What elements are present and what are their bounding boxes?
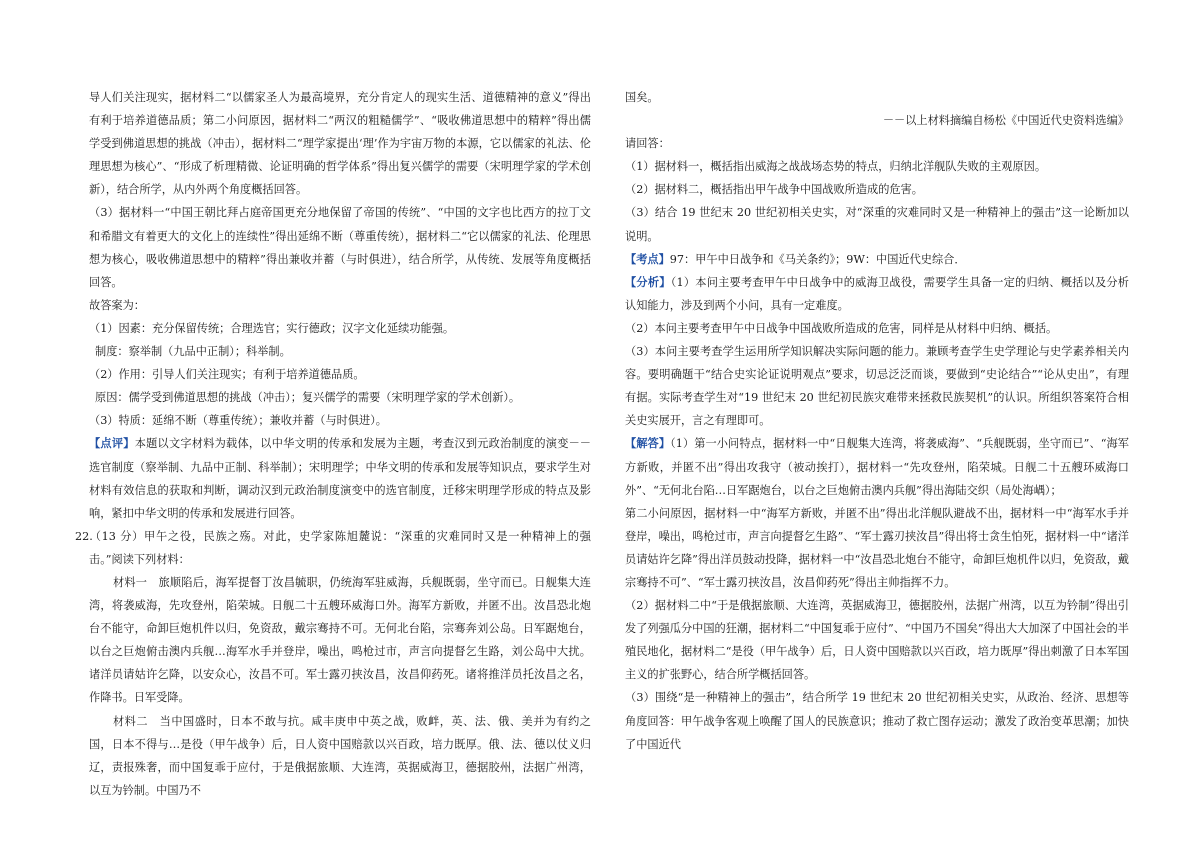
solution-paragraph: 第二小问原因，据材料一中“海军方新败，并匿不出”得出北洋舰队避战不出，据材料一中“海军水手并登岸，噪出，鸣枪过市，声言向提督乞生路”、“军士露刃挟汝昌”得出将士贪生怕死，据材料一中“诸洋员请姑许乞降”得出洋员鼓动投降，据材料一中“汝昌恐北炮台不能守，命卸巨炮机件以归，免资敌，戴宗骞持不可”、“军士露刃挟汝昌，汝昌仰药死”得出主帅指挥不力。 bbox=[625, 506, 1129, 589]
sub-question: （1）据材料一，概括指出威海之战战场态势的特点，归纳北洋舰队失败的主观原因。 bbox=[625, 160, 1047, 174]
answer-heading: 故答案为： bbox=[89, 298, 145, 312]
analysis-text: （1）本问主要考查甲午中日战争中的威海卫战役，需要学生具备一定的归纳、概括以及分析认知能力，涉及到两个小问，具有一定难度。 bbox=[625, 275, 1129, 312]
solution-tag: 【解答】 bbox=[625, 436, 671, 451]
answer-item: （1）因素：充分保留传统；合理选官；实行德政；汉字文化延续功能强。 bbox=[89, 321, 455, 335]
comment-tag: 【点评】 bbox=[89, 436, 135, 451]
solution-text: （1）第一小问特点，据材料一中“日舰集大连湾，将袭威海”、“兵舰既弱，坐守而已”、“海军方新败，并匿不出”得出攻我守（被动挨打），据材料一“先攻登州，陷荣城。日舰二十五艘环威海口外”、“无何北台陷…日军踞炮台，以台之巨炮俯击澳内兵舰”得出海陆交织（局处海嵎）； bbox=[625, 437, 1129, 497]
comment-paragraph bbox=[89, 432, 591, 524]
analysis-tag: 【分析】 bbox=[625, 274, 671, 289]
kaodian-text: 97：甲午中日战争和《马关条约》；9W：中国近代史综合． bbox=[669, 252, 966, 266]
answer-paragraph: （3）据材料一“中国王朝比拜占庭帝国更充分地保留了帝国的传统”、“中国的文字也比西方的拉丁文和希腊文有着更大的文化上的连续性”得出延绵不断（尊重传统），据材料二“它以儒家的礼法、伦理思想为核心，吸收佛道思想中的精粹”得出兼收并蓄（与时俱进），结合所学，从传统、发展等角度概括回答。 bbox=[89, 206, 591, 289]
question-text: （13 分）甲午之役，民族之殇。对此，史学家陈旭麓说：“深重的灾难同时又是一种精神上的强击。”阅读下列材料： bbox=[89, 529, 591, 566]
material-continuation: 国矣。 bbox=[625, 91, 659, 104]
question-number: 22. bbox=[75, 529, 93, 543]
solution-paragraph bbox=[625, 432, 1129, 501]
left-column bbox=[75, 86, 591, 802]
answer-item: 制度：察举制（九品中正制）；科举制。 bbox=[95, 345, 291, 359]
answer-paragraph: 导人们关注现实，据材料二“以儒家圣人为最高境界，充分肯定人的现实生活、道德精神的意义”得出有利于培养道德品质；第二小问原因，据材料二“两汉的粗糙儒学”、“吸收佛道思想中的精粹”得出儒学受到佛道思想的挑战（冲击），据材料二“理学家提出‘理’作为宇宙万物的本源，它以儒家的礼法、伦理思想为核心”、“形成了析理精微、论证明确的哲学体系”得出复兴儒学的需要（宋明理学家的学术创新），结合所学，从内外两个角度概括回答。 bbox=[89, 91, 591, 197]
material-two: 材料二 当中国盛时，日本不敢与抗。咸丰庚申中英之战，败衅，英、法、俄、美并为有约之国，日本不得与…是役（甲午战争）后，日人资中国赔款以兴百政，培力既厚。俄、法、德以仗义归辽，责报殊奢，而中国复乖于应付，于是俄据旅顺、大连湾，英据威海卫，德据胶州，法据广州湾，以互为钤制。中国乃不 bbox=[89, 714, 591, 797]
sub-question: （2）据材料二，概括指出甲午战争中国战败所造成的危害。 bbox=[625, 183, 923, 197]
kaodian-tag: 【考点】 bbox=[625, 251, 670, 266]
answer-item: （3）特质：延绵不断（尊重传统）；兼收并蓄（与时俱进）。 bbox=[89, 414, 387, 428]
right-column bbox=[625, 86, 1129, 756]
analysis-paragraph bbox=[625, 271, 1129, 317]
sub-question: （3）结合 19 世纪末 20 世纪初相关史实，对“深重的灾难同时又是一种精神上的强击”这一论断加以说明。 bbox=[625, 206, 1129, 243]
solution-paragraph: （3）围绕“是一种精神上的强击”，结合所学 19 世纪末 20 世纪初相关史实，从政治、经济、思想等角度回答：甲午战争客观上唤醒了国人的民族意识；推动了救亡图存运动；激发了政治变革思潮；加快了中国近代 bbox=[625, 691, 1129, 751]
answer-item: 原因：儒学受到佛道思想的挑战（冲击）；复兴儒学的需要（宋明理学家的学术创新）。 bbox=[95, 391, 521, 405]
comment-text: 本题以文字材料为载体，以中华文明的传承和发展为主题，考查汉到元政治制度的演变－－选官制度（察举制、九品中正制、科举制）；宋明理学；中华文明的传承和发展等知识点，要求学生对材料有效信息的获取和判断，调动汉到元政治制度演变中的选官制度，迁移宋明理学形成的特点及影响，紧扣中华文明的传承和发展进行回答。 bbox=[89, 437, 591, 520]
material-source: －－以上材料摘编自杨松《中国近代史资料选编》 bbox=[882, 114, 1129, 128]
question-22 bbox=[75, 525, 591, 571]
answer-item: （2）作用：引导人们关注现实；有利于培养道德品质。 bbox=[89, 368, 365, 382]
prompt-text: 请回答： bbox=[625, 137, 670, 151]
kaodian-paragraph bbox=[625, 248, 1129, 271]
solution-paragraph: （2）据材料二中“于是俄据旅顺、大连湾，英据威海卫，德据胶州，法据广州湾，以互为钤制”得出引发了列强瓜分中国的狂潮，据材料二“中国复乖于应付”、“中国乃不国矣”得出大大加深了中国社会的半殖民地化，据材料二“是役（甲午战争）后，日人资中国赔款以兴百政，培力既厚”得出刺激了日本军国主义的扩张野心，结合所学概括回答。 bbox=[625, 599, 1129, 682]
analysis-paragraph: （2）本问主要考查甲午中日战争中国战败所造成的危害，同样是从材料中归纳、概括。 bbox=[625, 321, 1058, 335]
analysis-paragraph: （3）本问主要考查学生运用所学知识解决实际问题的能力。兼顾考查学生史学理论与史学素养相关内容。要明确题干“结合史实论证说明观点”要求，切忌泛泛而谈，要做到“史论结合”“论从史出”，有理有据。实际考查学生对“19 世纪末 20 世纪初民族灾难带来拯救民族契机”的认识。所组织答案符合相关史实展开，言之有理即可。 bbox=[625, 345, 1129, 428]
material-one: 材料一 旅顺陷后，海军提督丁汝昌毓职，仍统海军驻威海，兵舰既弱，坐守而已。日舰集大连湾，将袭威海，先攻登州，陷荣城。日舰二十五艘环威海口外。海军方新败，并匿不出。汝昌恐北炮台不能守，命卸巨炮机件以归，免资敌，戴宗骞持不可。无何北台陷，宗骞奔刘公岛。日军踞炮台，以台之巨炮俯击澳内兵舰…海军水手并登岸，噪出，鸣枪过市，声言向提督乞生路，刘公岛中大扰。诸洋员请姑许乞降，以安众心，汝昌不可。军士露刃挟汝昌，汝昌仰药死。诸将推洋员托汝昌之名，作降书。日军受降。 bbox=[89, 575, 591, 705]
